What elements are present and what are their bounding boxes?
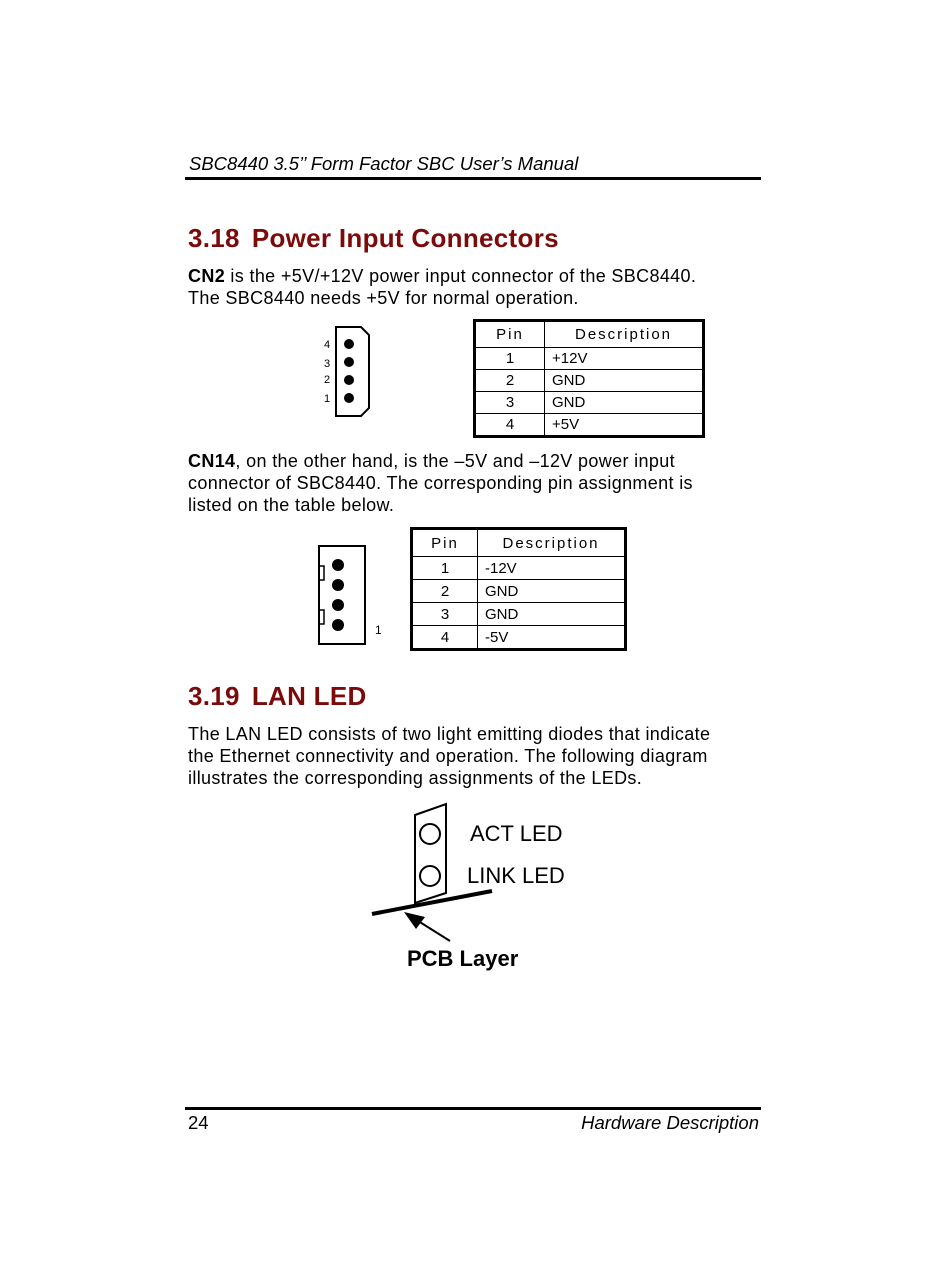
pin-cell: 3 — [475, 392, 545, 414]
pin-cell: 1 — [475, 348, 545, 370]
description-cell: GND — [545, 370, 704, 392]
paragraph-cn2 — [188, 265, 768, 309]
footer-rule — [185, 1107, 761, 1110]
pin-dot — [344, 339, 354, 349]
page-number: 24 — [188, 1112, 209, 1133]
table-row — [412, 557, 626, 580]
cn2-label: CN2 — [188, 266, 226, 286]
pin-cell: 2 — [475, 370, 545, 392]
column-header: Pin — [412, 529, 478, 557]
table-row — [475, 370, 704, 392]
paragraph-lan-led — [188, 723, 768, 789]
column-header: Description — [478, 529, 626, 557]
pin-dot — [344, 375, 354, 385]
pin-dot — [344, 357, 354, 367]
pin-cell: 3 — [412, 603, 478, 626]
description-cell: GND — [478, 580, 626, 603]
paragraph-text: , on the other hand, is the –5V and –12V power input — [235, 451, 675, 471]
pin-label: 1 — [324, 393, 331, 405]
cn2-connector-diagram — [318, 322, 378, 422]
pcb-layer-label: PCB Layer — [407, 946, 519, 971]
table-header-row — [412, 529, 626, 557]
arrow-head-icon — [404, 912, 425, 929]
cn14-label: CN14 — [188, 451, 236, 471]
column-header: Pin — [475, 321, 545, 348]
table-row — [475, 392, 704, 414]
led-housing — [415, 804, 446, 903]
paragraph-text: connector of SBC8440. The corresponding pin assignment is — [188, 473, 693, 493]
pin-cell: 4 — [475, 414, 545, 437]
cn2-pin-table — [473, 319, 705, 438]
paragraph-text: is the +5V/+12V power input connector of the SBC8440. — [225, 266, 697, 286]
paragraph-text: The LAN LED consists of two light emitting diodes that indicate — [188, 724, 711, 744]
pin-cell: 1 — [412, 557, 478, 580]
chapter-title: Hardware Description — [581, 1112, 759, 1133]
act-led-icon — [420, 824, 440, 844]
description-cell: -5V — [478, 626, 626, 650]
column-header: Description — [545, 321, 704, 348]
paragraph-text: illustrates the corresponding assignments of the LEDs. — [188, 768, 643, 788]
section-heading-power-input — [188, 223, 559, 254]
paragraph-text: The SBC8440 needs +5V for normal operation. — [188, 288, 579, 308]
section-title: LAN LED — [251, 681, 367, 711]
pin-label: 3 — [324, 358, 331, 370]
cn14-connector-diagram — [312, 540, 387, 650]
paragraph-cn14 — [188, 450, 768, 516]
section-heading-lan-led — [188, 681, 367, 712]
table-row — [412, 580, 626, 603]
lan-led-diagram — [360, 795, 600, 980]
link-led-label: LINK LED — [467, 863, 565, 888]
description-cell: +5V — [545, 414, 704, 437]
cn14-pin-table — [410, 527, 627, 651]
table-row — [475, 348, 704, 370]
paragraph-text: the Ethernet connectivity and operation. The following diagram — [188, 746, 708, 766]
description-cell: GND — [478, 603, 626, 626]
pin-cell: 4 — [412, 626, 478, 650]
pin-dot — [344, 393, 354, 403]
paragraph-text: listed on the table below. — [188, 495, 395, 515]
table-row — [412, 603, 626, 626]
pin-label: 2 — [324, 374, 331, 386]
description-cell: +12V — [545, 348, 704, 370]
description-cell: GND — [545, 392, 704, 414]
table-row — [412, 626, 626, 650]
description-cell: -12V — [478, 557, 626, 580]
pin-dot — [332, 599, 344, 611]
section-title: Power Input Connectors — [251, 223, 559, 253]
table-row — [475, 414, 704, 437]
pin-dot — [332, 579, 344, 591]
section-number: 3.18 — [188, 223, 240, 253]
header-rule — [185, 177, 761, 180]
running-header: SBC8440 3.5’’ Form Factor SBC User’s Manual — [189, 153, 579, 174]
pin-dot — [332, 559, 344, 571]
pin-label: 1 — [375, 623, 382, 637]
link-led-icon — [420, 866, 440, 886]
pin-label: 4 — [324, 339, 331, 351]
section-number: 3.19 — [188, 681, 240, 711]
pin-cell: 2 — [412, 580, 478, 603]
table-header-row — [475, 321, 704, 348]
pin-dot — [332, 619, 344, 631]
act-led-label: ACT LED — [470, 821, 563, 846]
